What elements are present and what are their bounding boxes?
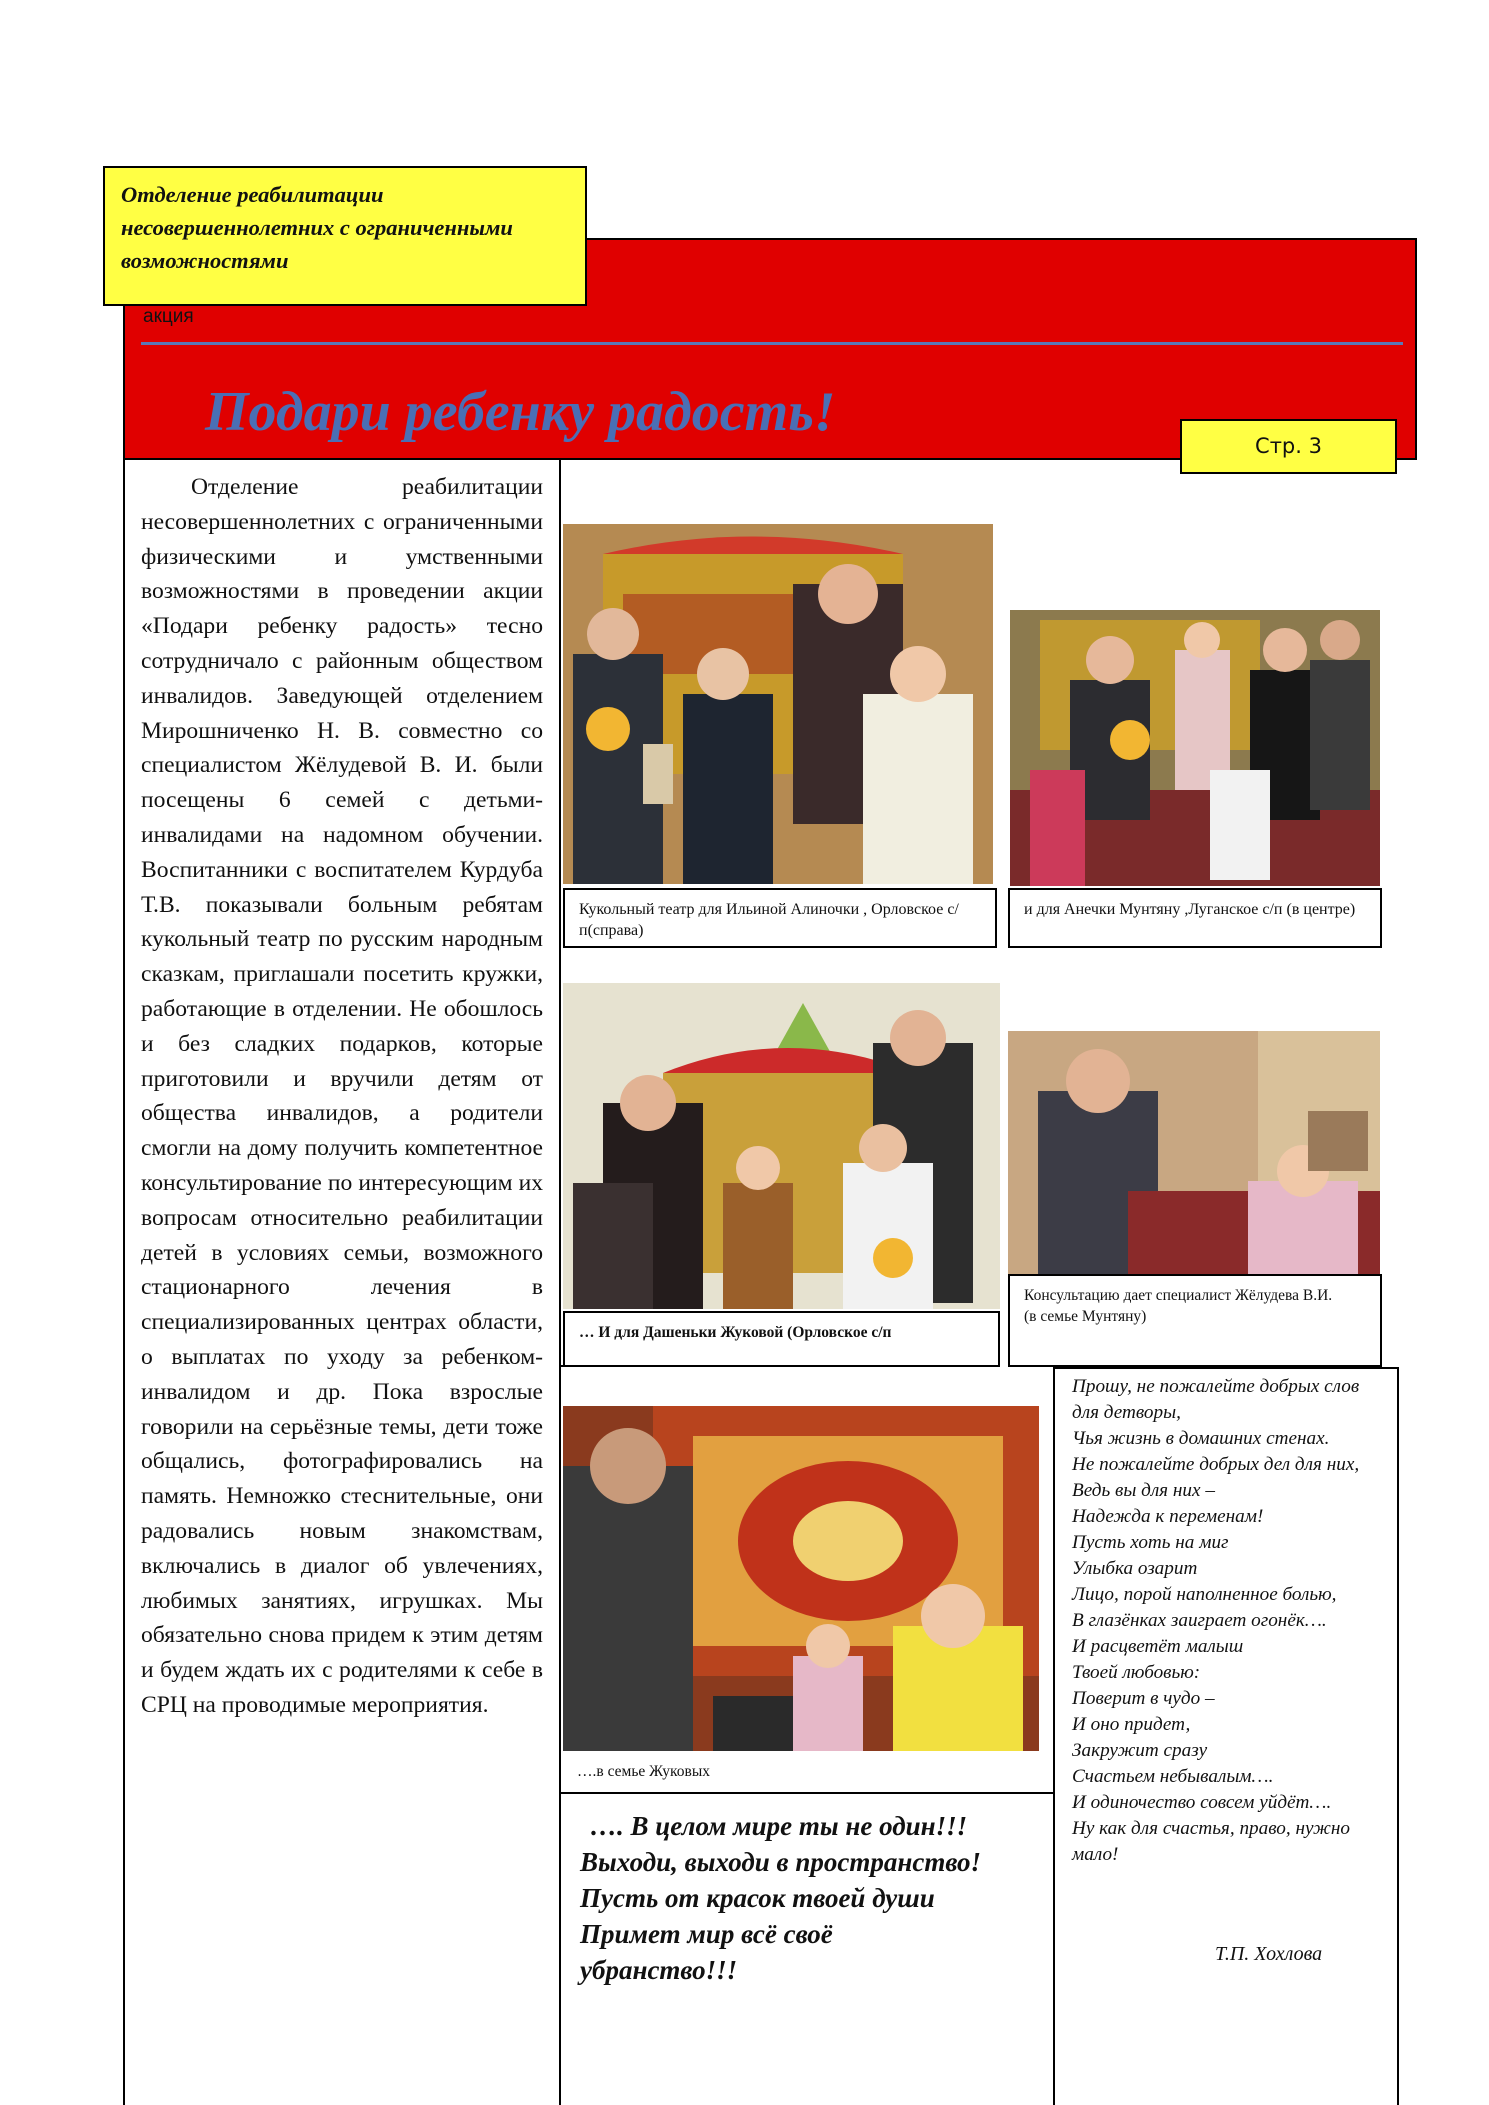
caption-consultation-line1: Консультацию дает специалист Жёлудева В.И. <box>1024 1287 1333 1304</box>
slogan <box>580 1808 1040 1988</box>
slogan-line: Примет мир всё своё <box>580 1919 833 1949</box>
photo-puppet-theater-alina <box>563 524 993 884</box>
poem-box-left-border <box>1053 1367 1055 2105</box>
photo-caption-consultation <box>1008 1274 1382 1367</box>
photo-puppet-theater-dasha <box>563 983 1000 1309</box>
poem-line: Надежда к переменам! <box>1072 1506 1264 1527</box>
poem-line: Закружит сразу <box>1072 1740 1208 1761</box>
poem-line: И одиночество совсем уйдёт…. <box>1072 1792 1332 1813</box>
section-tag: Отделение реабилитации несовершеннолетних с ограниченными возможностями <box>103 166 587 306</box>
poem-line: Прошу, не пожалейте добрых слов для детворы, <box>1072 1376 1360 1423</box>
photo-puppet-theater-anechka <box>1010 610 1380 886</box>
poem-line: Пусть хоть на миг <box>1072 1532 1229 1553</box>
photo-caption-anechka: и для Анечки Мунтяну ,Луганское с/п (в центре) <box>1008 888 1382 948</box>
poem-line: И оно придет, <box>1072 1714 1191 1735</box>
slogan-line: …. В целом мире ты не один!!! <box>590 1811 968 1841</box>
poem-line: Ну как для счастья, право, нужно мало! <box>1072 1818 1351 1865</box>
slogan-line: убранство!!! <box>580 1955 738 1985</box>
poem-line: Счастьем небывалым…. <box>1072 1766 1274 1787</box>
photo-zhukov-family <box>563 1406 1039 1751</box>
slogan-line: Выходи, выходи в пространство! <box>580 1847 982 1877</box>
poem-line: Твоей любовью: <box>1072 1662 1201 1683</box>
poem-line: Улыбка озарит <box>1072 1558 1198 1579</box>
photo-caption-alina: Кукольный театр для Ильиной Алиночки , Орловское с/п(справа) <box>563 888 997 948</box>
poem-box-top-border <box>1053 1367 1399 1369</box>
poem-line: В глазёнках заиграет огонёк…. <box>1072 1610 1327 1631</box>
poem <box>1072 1374 1387 1868</box>
header-divider <box>141 342 1403 345</box>
poem-line: Поверит в чудо – <box>1072 1688 1215 1709</box>
article-body: Отделение реабилитации несовершеннолетних с ограниченными физическими и умственными возможностями в проведении акции «Подари ребенку радость» тесно сотрудничало с районным обществом инвалидов. Заведующей отделением Мирошниченко Н. В. совместно со специалистом Жёлудевой В. И. были посещены 6 семей с детьми-инвалидами на надомном обучении. Воспитанники с воспитателем Курдуба Т.В. показывали больным ребятам кукольный театр по русским народным сказкам, приглашали посетить кружки, работающие в отделении. Не обошлось и без сладких подарков, которые приготовили и вручили детям от общества инвалидов, а родители смогли на дому получить компетентное консультирование по интересующим их вопросам относительно реабилитации детей в условиях семьи, возможного стационарного лечения в специализированных центрах области, о выплатах по уходу за ребенком-инвалидом и др. Пока взрослые говорили на серьёзные темы, дети тоже общались, фотографировались на память. Немножко стеснительные, они радовались новым знакомствам, включались в диалог об увлечениях, любимых занятиях, игрушках. Мы обязательно снова придем к этим детям и будем ждать их с родителями к себе в СРЦ на проводимые мероприятия. <box>141 474 543 1718</box>
left-column-border <box>123 460 125 2105</box>
slogan-line: Пусть от красок твоей души <box>580 1883 935 1913</box>
article-category-label: акция <box>143 306 194 327</box>
poem-author: Т.П. Хохлова <box>1215 1943 1323 1965</box>
photo-caption-dasha: … И для Дашеньки Жуковой (Орловское с/п <box>563 1311 1000 1367</box>
poem-line: Чья жизнь в домашних стенах. <box>1072 1428 1330 1449</box>
poem-line: И расцветёт малыш <box>1072 1636 1244 1657</box>
poem-line: Не пожалейте добрых дел для них, <box>1072 1454 1360 1475</box>
poem-line: Ведь вы для них – <box>1072 1480 1215 1501</box>
column-divider <box>559 460 561 2105</box>
caption-consultation-line2: (в семье Мунтяну) <box>1024 1308 1147 1325</box>
page-title: Подари ребенку радость! <box>205 381 836 443</box>
poem-line: Лицо, порой наполненное болью, <box>1072 1584 1337 1605</box>
page-number-badge: Стр. 3 <box>1180 419 1397 474</box>
poem-box-right-border <box>1397 1367 1399 2105</box>
photo-consultation-muntyanu <box>1008 1031 1380 1276</box>
photo-caption-zhukov-family: ….в семье Жуковых <box>563 1752 1055 1794</box>
